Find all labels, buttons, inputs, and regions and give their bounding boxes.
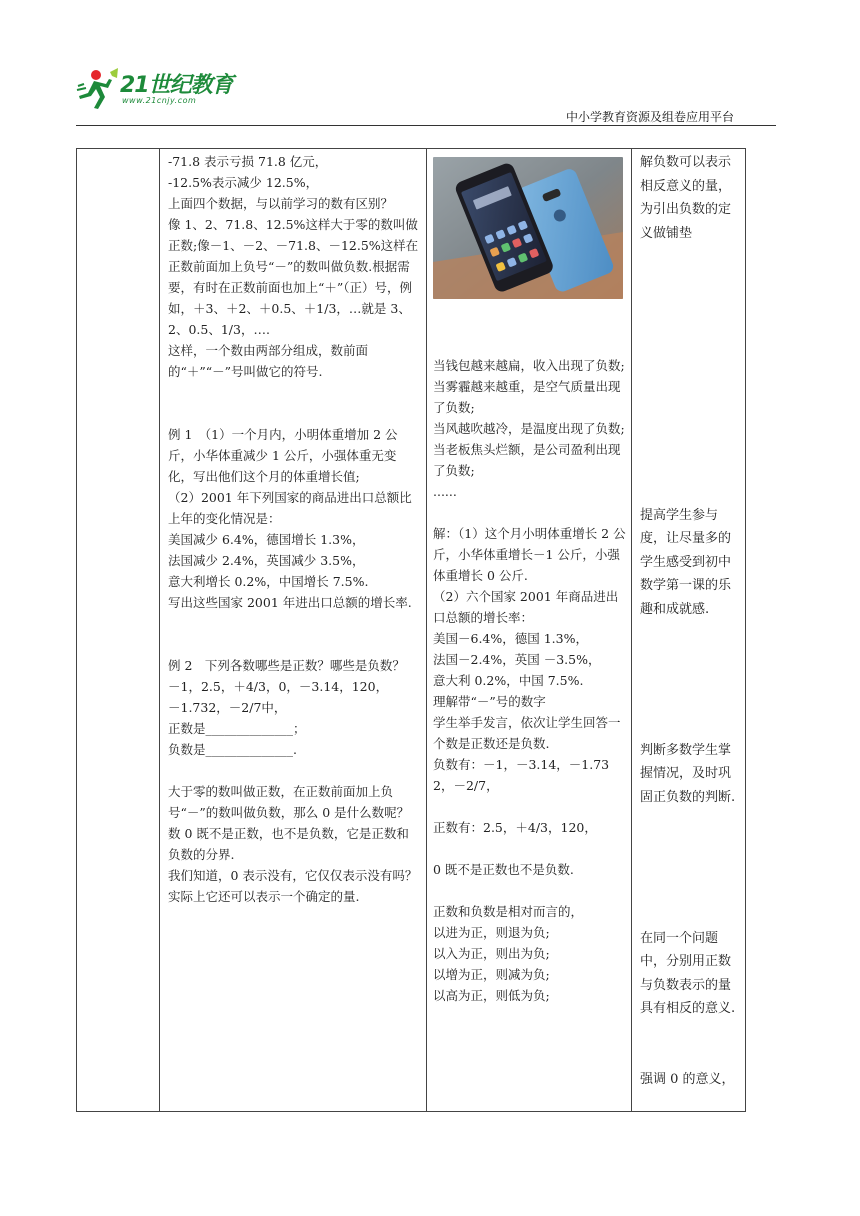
table-cell-design-intent [632,149,746,1112]
smartphone-photo [433,157,623,299]
table-cell-empty [77,149,160,1112]
site-logo [74,66,244,118]
student-activity-text: 当钱包越来越扁，收入出现了负数; 当雾霾越来越重，是空气质量出现了负数; 当风越吹越冷，是温度出现了负数; 当老板焦头烂额，是公司盈利出现了负数; ...... 解：（1）这个月小明体重增长 2 公斤，小华体重增长－1 公斤，小强体重增长 0 公斤. （2）六个国家 2001 年商品进出口总额的增长率： 美国－6.4%，德国 1.3%， 法国－2.4%，英国 －3.5%， 意大利 0.2%，中国 7.5%. 理解带“－”号的数字 学生举手发言，依次让学生回答一个数是正数还是负数. 负数有：－1，－3.14，－1.732，－2/7， 正数有：2.5，＋4/3，120， 0 既不是正数也不是负数. 正数和负数是相对而言的， 以进为正，则退为负; 以入为正，则出为负; 以增为正，则减为负; 以高为正，则低为负; [433,358,626,1003]
logo-url: www.21cnjy.com [122,96,197,105]
page-header [0,0,860,130]
teaching-content-text: -71.8 表示亏损 71.8 亿元， -12.5%表示减少 12.5%， 上面四个数据，与以前学习的数有区别？ 像 1、2、71.8、12.5%这样大于零的数叫做正数;像－1、－2、－71.8、－12.5%这样在正数前面加上负号“－”的数叫做负数.根据需要，有时在正数前面也加上“＋”（正）号，例如，＋3、＋2、＋0.5、＋1/3，…就是 3、2、0.5、1/3，…. 这样，一个数由两部分组成，数前面的“＋”“－”号叫做它的符号. 例 1 （1）一个月内，小明体重增加 2 公斤，小华体重减少 1 公斤，小强体重无变化，写出他们这个月的体重增长值; （2）2001 年下列国家的商品进出口总额比上年的变化情况是： 美国减少 6.4%，德国增长 1.3%， 法国减少 2.4%，英国减少 3.5%， 意大利增长 0.2%，中国增长 7.5%. 写出这些国家 2001 年进出口总额的增长率. 例 2 下列各数哪些是正数？哪些是负数？ －1，2.5，＋4/3，0，－3.14，120， －1.732，－2/7中， 正数是______________； 负数是______________. 大于零的数叫做正数，在正数前面加上负号“－”的数叫做负数，那么 0 是什么数呢？ 数 0 既不是正数，也不是负数，它是正数和负数的分界. 我们知道，0 表示没有，它仅仅表示没有吗？实际上它还可以表示一个确定的量. [168,154,419,904]
table-cell-student-activity [427,149,632,1112]
logo-text: 21世纪教育 [120,73,233,98]
header-divider [76,125,776,126]
lesson-table [76,148,746,1112]
runner-logo-icon [74,66,120,112]
table-row [77,149,746,1112]
design-intent-text: 解负数可以表示相反意义的量，为引出负数的定义做铺垫 提高学生参与度，让尽量多的学生感受到初中数学第一课的乐趣和成就感. 判断多数学生掌握情况，及时巩固正负数的判断. 在同一个问题中，分别用正数与负数表示的量具有相反的意义. 强调 0 的意义， [640,155,736,1087]
table-cell-teaching-content [160,149,427,1112]
platform-name: 中小学教育资源及组卷应用平台 [565,110,734,124]
